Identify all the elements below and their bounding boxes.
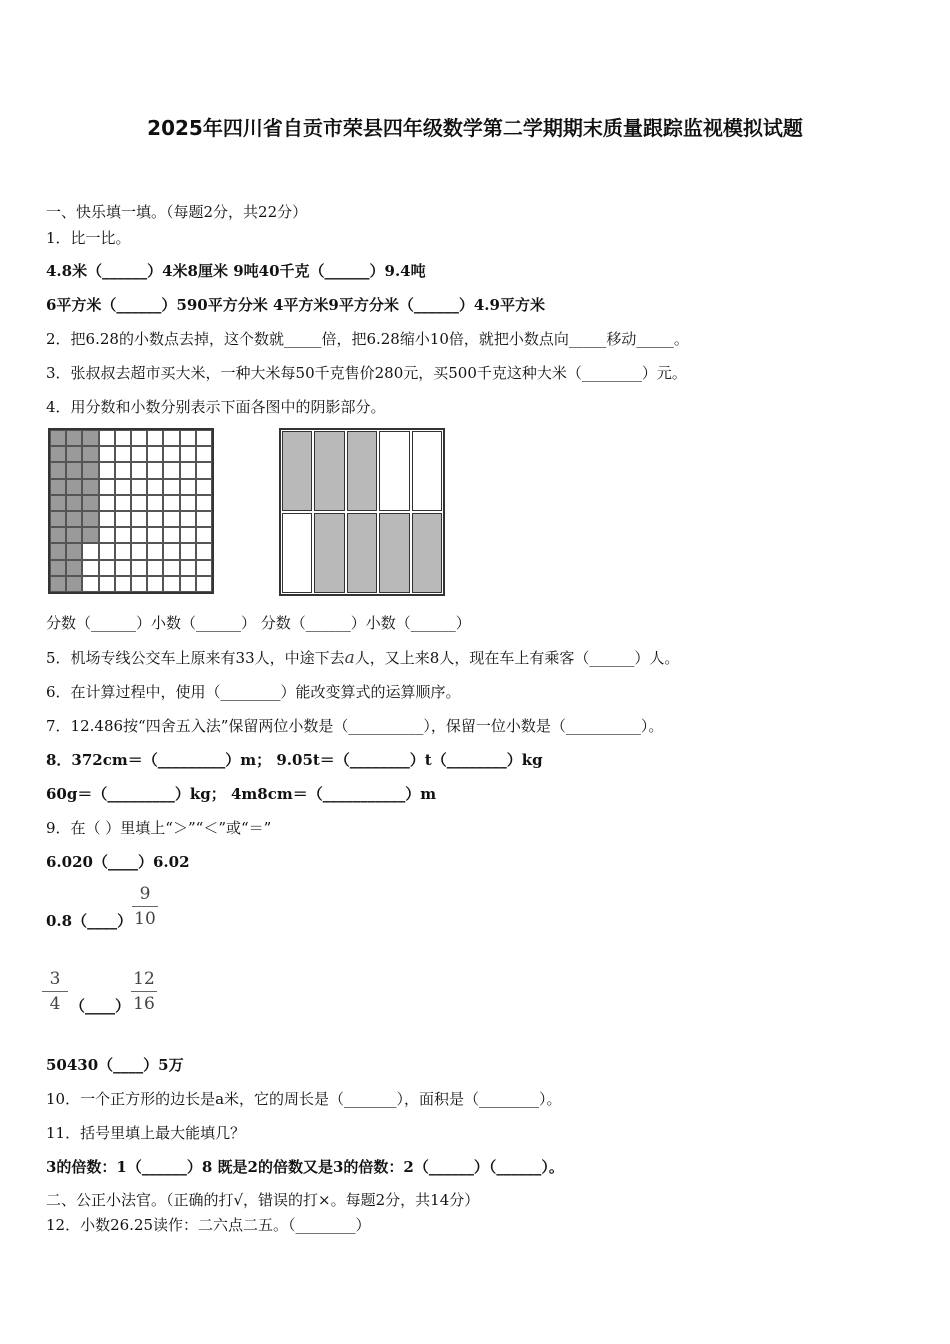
grid-cell: [115, 446, 131, 462]
bar-cell: [379, 431, 409, 511]
grid-cell: [163, 479, 179, 495]
grid-cell: [131, 479, 147, 495]
grid-cell: [180, 576, 196, 592]
grid-cell: [99, 511, 115, 527]
bar-cell: [347, 431, 377, 511]
question-9b: 0.8（____）: [46, 912, 133, 930]
grid-cell: [147, 511, 163, 527]
grid-cell: [99, 430, 115, 446]
fraction-9-10: [132, 884, 158, 929]
question-4: 4．用分数和小数分别表示下面各图中的阴影部分。: [46, 398, 386, 416]
grid-cell: [147, 446, 163, 462]
question-9c: （____）: [70, 997, 131, 1015]
question-9a: 6.020（____）6.02: [46, 853, 190, 871]
grid-cell: [82, 543, 98, 559]
grid-cell: [99, 576, 115, 592]
grid-cell: [196, 430, 212, 446]
grid-cell: [82, 446, 98, 462]
question-1: 1．比一比。: [46, 229, 131, 247]
grid-cell: [50, 527, 66, 543]
grid-cell: [115, 495, 131, 511]
question-5-text-b: 人，又上来8人，现在车上有乘客（______）人。: [354, 649, 680, 667]
grid-cell: [147, 543, 163, 559]
fraction-12-16: [131, 969, 157, 1014]
grid-cell: [82, 560, 98, 576]
grid-cell: [196, 479, 212, 495]
grid-cell: [147, 527, 163, 543]
grid-cell: [66, 462, 82, 478]
grid-cell: [196, 511, 212, 527]
grid-cell: [147, 560, 163, 576]
grid-cell: [66, 430, 82, 446]
grid-cell: [131, 527, 147, 543]
grid-cell: [66, 446, 82, 462]
grid-cell: [82, 430, 98, 446]
grid-cell: [82, 495, 98, 511]
grid-cell: [131, 430, 147, 446]
grid-cell: [115, 576, 131, 592]
fraction-numerator: 9: [139, 884, 151, 904]
grid-cell: [50, 462, 66, 478]
grid-cell: [180, 543, 196, 559]
grid-cell: [163, 446, 179, 462]
grid-cell: [163, 511, 179, 527]
question-1b: 6平方米（______）590平方分米 4平方米9平方分米（______）4.9平方米: [46, 296, 545, 314]
page-title: 2025年四川省自贡市荣县四年级数学第二学期期末质量跟踪监视模拟试题: [147, 116, 803, 140]
grid-cell: [66, 495, 82, 511]
bar-cell: [347, 513, 377, 593]
question-11: 11．括号里填上最大能填几？: [46, 1124, 246, 1142]
grid-cell: [196, 495, 212, 511]
grid-cell: [131, 576, 147, 592]
grid-cell: [115, 560, 131, 576]
grid-cell: [180, 495, 196, 511]
grid-cell: [196, 560, 212, 576]
grid-cell: [147, 462, 163, 478]
grid-cell: [131, 560, 147, 576]
grid-cell: [163, 462, 179, 478]
grid-cell: [50, 560, 66, 576]
fraction-denominator: 4: [49, 994, 61, 1014]
bar-grid-figure: [279, 428, 445, 596]
variable-a: a: [344, 648, 355, 668]
fraction-denominator: 16: [133, 994, 155, 1014]
section-1-heading: 一、快乐填一填。（每题2分，共22分）: [46, 203, 308, 221]
grid-cell: [180, 446, 196, 462]
fraction-numerator: 12: [133, 969, 155, 989]
grid-cell: [147, 495, 163, 511]
grid-cell: [50, 446, 66, 462]
grid-cell: [50, 495, 66, 511]
question-6: 6．在计算过程中，使用（________）能改变算式的运算顺序。: [46, 683, 461, 701]
grid-cell: [163, 430, 179, 446]
bar-cell: [314, 513, 344, 593]
grid-cell: [115, 479, 131, 495]
grid-cell: [115, 462, 131, 478]
grid-cell: [147, 479, 163, 495]
question-3: 3．张叔叔去超市买大米，一种大米每50千克售价280元，买500千克这种大米（________）元。: [46, 364, 687, 382]
grid-cell: [196, 527, 212, 543]
grid-cell: [66, 576, 82, 592]
grid-cell: [99, 479, 115, 495]
grid-cell: [180, 511, 196, 527]
grid-cell: [99, 495, 115, 511]
grid-cell: [115, 511, 131, 527]
bar-cell: [314, 431, 344, 511]
fraction-numerator: 3: [49, 969, 61, 989]
question-9: 9．在（ ）里填上“＞”“＜”或“＝”: [46, 819, 272, 837]
grid-cell: [163, 576, 179, 592]
grid-cell: [50, 543, 66, 559]
grid-cell: [196, 543, 212, 559]
grid-cell: [131, 495, 147, 511]
grid-cell: [99, 543, 115, 559]
grid-cell: [163, 543, 179, 559]
grid-cell: [115, 543, 131, 559]
grid-cell: [82, 527, 98, 543]
grid-cell: [163, 495, 179, 511]
bar-cell: [412, 431, 442, 511]
grid-cell: [66, 543, 82, 559]
grid-cell: [99, 462, 115, 478]
question-8b: 60g＝（_________）kg； 4m8cm＝（___________）m: [46, 785, 437, 803]
grid-cell: [115, 430, 131, 446]
grid-cell: [196, 446, 212, 462]
grid-cell: [180, 479, 196, 495]
grid-cell: [50, 576, 66, 592]
grid-cell: [131, 462, 147, 478]
section-2-heading: 二、公正小法官。（正确的打√，错误的打×。每题2分，共14分）: [46, 1191, 480, 1209]
bar-cell: [412, 513, 442, 593]
question-5: [46, 648, 679, 668]
grid-cell: [99, 446, 115, 462]
grid-cell: [82, 479, 98, 495]
question-10: 10．一个正方形的边长是a米，它的周长是（_______），面积是（________）。: [46, 1090, 562, 1108]
grid-cell: [50, 430, 66, 446]
question-2: 2．把6.28的小数点去掉，这个数就_____倍，把6.28缩小10倍，就把小数点向_____移动_____。: [46, 330, 689, 348]
grid-cell: [196, 576, 212, 592]
fraction-denominator: 10: [134, 909, 156, 929]
grid-cell: [180, 462, 196, 478]
question-12: 12．小数26.25读作：二六点二五。（________）: [46, 1216, 371, 1234]
question-7: 7．12.486按“四舍五入法”保留两位小数是（__________），保留一位小数是（__________）。: [46, 717, 664, 735]
grid-cell: [82, 462, 98, 478]
grid-cell: [196, 462, 212, 478]
grid-cell: [180, 560, 196, 576]
bar-cell: [379, 513, 409, 593]
grid-cell: [131, 543, 147, 559]
grid-cell: [163, 527, 179, 543]
grid-cell: [131, 511, 147, 527]
grid-cell: [180, 527, 196, 543]
grid-cell: [131, 446, 147, 462]
grid-cell: [99, 560, 115, 576]
grid-cell: [66, 527, 82, 543]
grid-cell: [82, 511, 98, 527]
grid-cell: [147, 430, 163, 446]
grid-cell: [82, 576, 98, 592]
grid-cell: [66, 511, 82, 527]
grid-cell: [50, 511, 66, 527]
fraction-3-4: [42, 969, 68, 1014]
bar-cell: [282, 513, 312, 593]
grid-cell: [66, 560, 82, 576]
grid-cell: [180, 430, 196, 446]
grid-cell: [163, 560, 179, 576]
grid-cell: [115, 527, 131, 543]
question-4-answers: 分数（______）小数（______） 分数（______）小数（______）: [46, 614, 471, 632]
question-11a: 3的倍数：1（______）8 既是2的倍数又是3的倍数：2（______）（______）。: [46, 1158, 564, 1176]
grid-cell: [147, 576, 163, 592]
grid-cell: [50, 479, 66, 495]
grid-cell: [99, 527, 115, 543]
bar-cell: [282, 431, 312, 511]
question-1a: 4.8米（______）4米8厘米 9吨40千克（______）9.4吨: [46, 262, 426, 280]
question-5-text-a: 5．机场专线公交车上原来有33人，中途下去: [46, 649, 345, 667]
grid-cell: [66, 479, 82, 495]
question-9d: 50430（____）5万: [46, 1056, 184, 1074]
hundred-grid-figure: [48, 428, 214, 594]
question-8a: 8．372cm＝（_________）m； 9.05t＝（________）t（________）kg: [46, 751, 543, 769]
